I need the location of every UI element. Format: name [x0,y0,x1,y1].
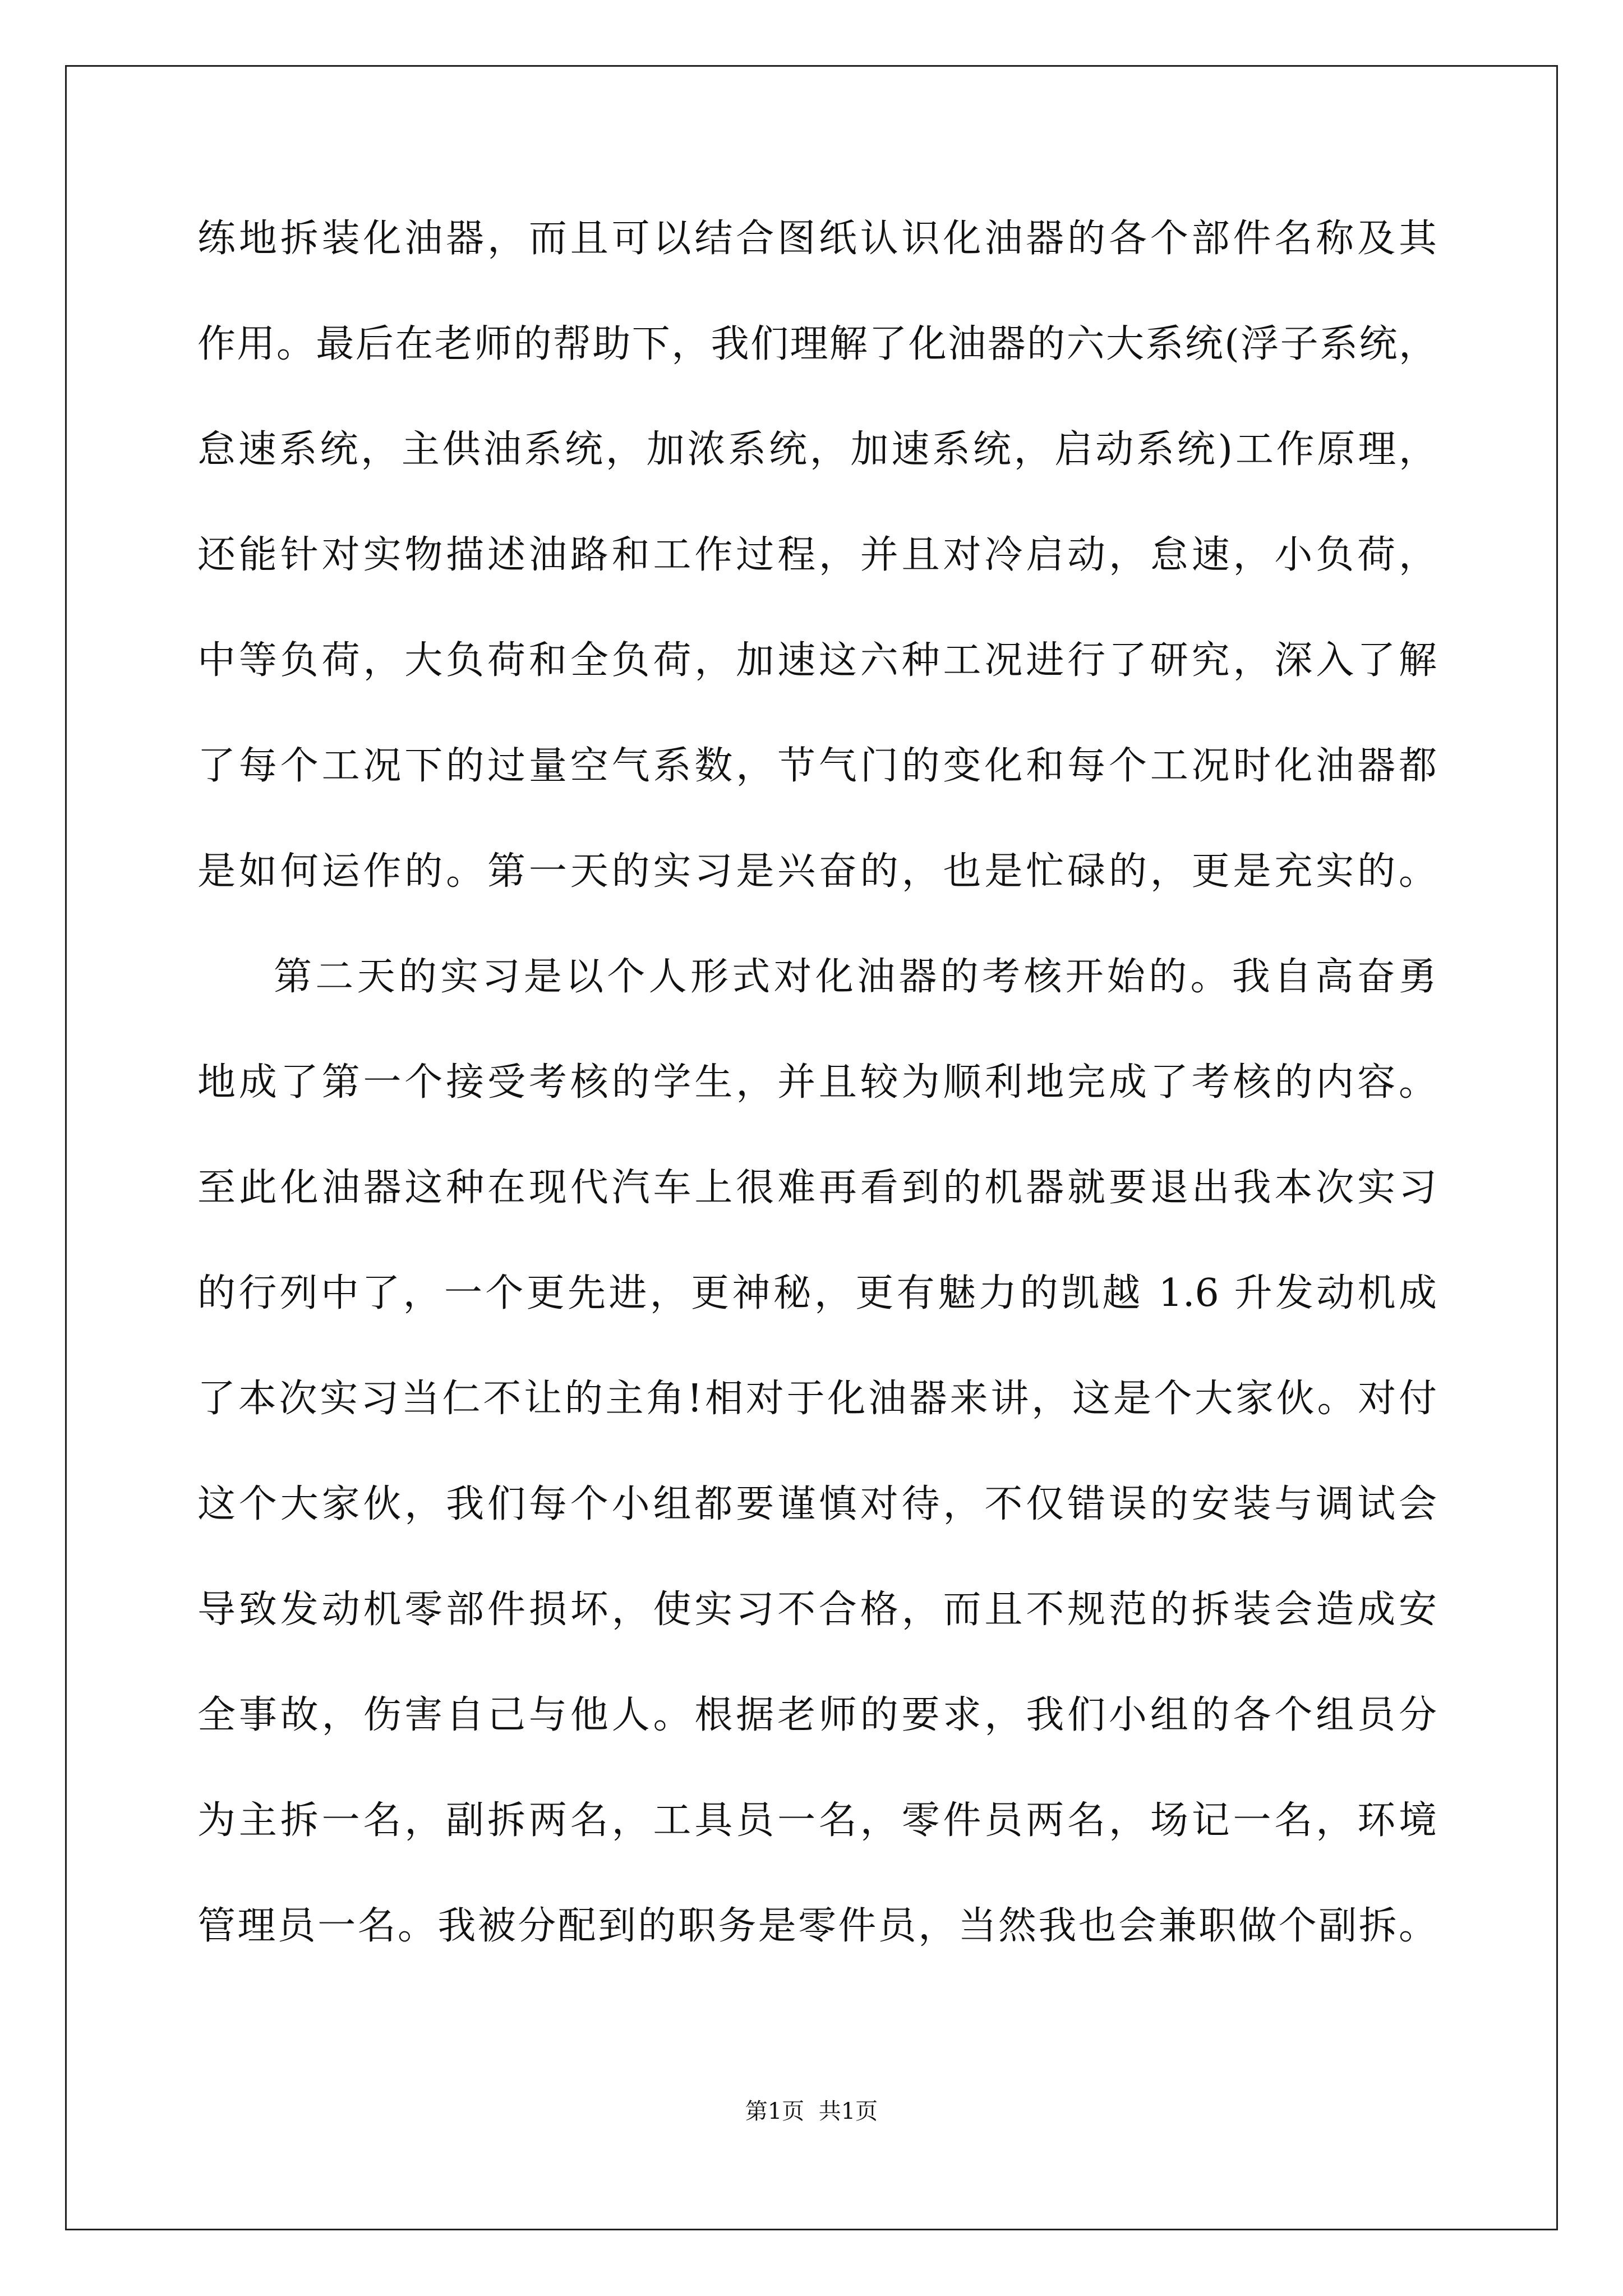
text-line-7: 是如何运作的。第一天的实习是兴奋的，也是忙碌的，更是充实的。 [197,849,1437,894]
text-line-14: 导致发动机零部件损坏，使实习不合格，而且不规范的拆装会造成安 [197,1588,1437,1632]
text-line-2: 作用。最后在老师的帮助下，我们理解了化油器的六大系统(浮子系统， [197,322,1437,366]
text-line-17: 管理员一名。我被分配到的职务是零件员，当然我也会兼职做个副拆。 [197,1904,1437,1948]
text-line-12: 了本次实习当仁不让的主角!相对于化油器来讲，这是个大家伙。对付 [197,1377,1437,1421]
text-line-16: 为主拆一名，副拆两名，工具员一名，零件员两名，场记一名，环境 [197,1798,1437,1843]
text-line-9: 地成了第一个接受考核的学生，并且较为顺利地完成了考核的内容。 [197,1060,1437,1105]
text-line-1: 练地拆装化油器，而且可以结合图纸认识化油器的各个部件名称及其 [197,217,1437,261]
page-footer: 第1页 共1页 [745,2099,878,2124]
text-line-3: 怠速系统，主供油系统，加浓系统，加速系统，启动系统)工作原理， [197,427,1437,472]
text-line-11: 的行列中了，一个更先进，更神秘，更有魅力的凯越 1.6 升发动机成 [197,1271,1437,1315]
text-line-5: 中等负荷，大负荷和全负荷，加速这六种工况进行了研究，深入了解 [197,638,1437,683]
text-line-13: 这个大家伙，我们每个小组都要谨慎对待，不仅错误的安装与调试会 [197,1482,1437,1526]
text-line-8: 第二天的实习是以个人形式对化油器的考核开始的。我自高奋勇 [274,955,1437,999]
text-line-10: 至此化油器这种在现代汽车上很难再看到的机器就要退出我本次实习 [197,1166,1437,1210]
document-body [197,217,1437,2013]
text-line-6: 了每个工况下的过量空气系数，节气门的变化和每个工况时化油器都 [197,744,1437,788]
text-line-15: 全事故，伤害自己与他人。根据老师的要求，我们小组的各个组员分 [197,1693,1437,1737]
text-line-4: 还能针对实物描述油路和工作过程，并且对冷启动，怠速，小负荷， [197,533,1437,577]
